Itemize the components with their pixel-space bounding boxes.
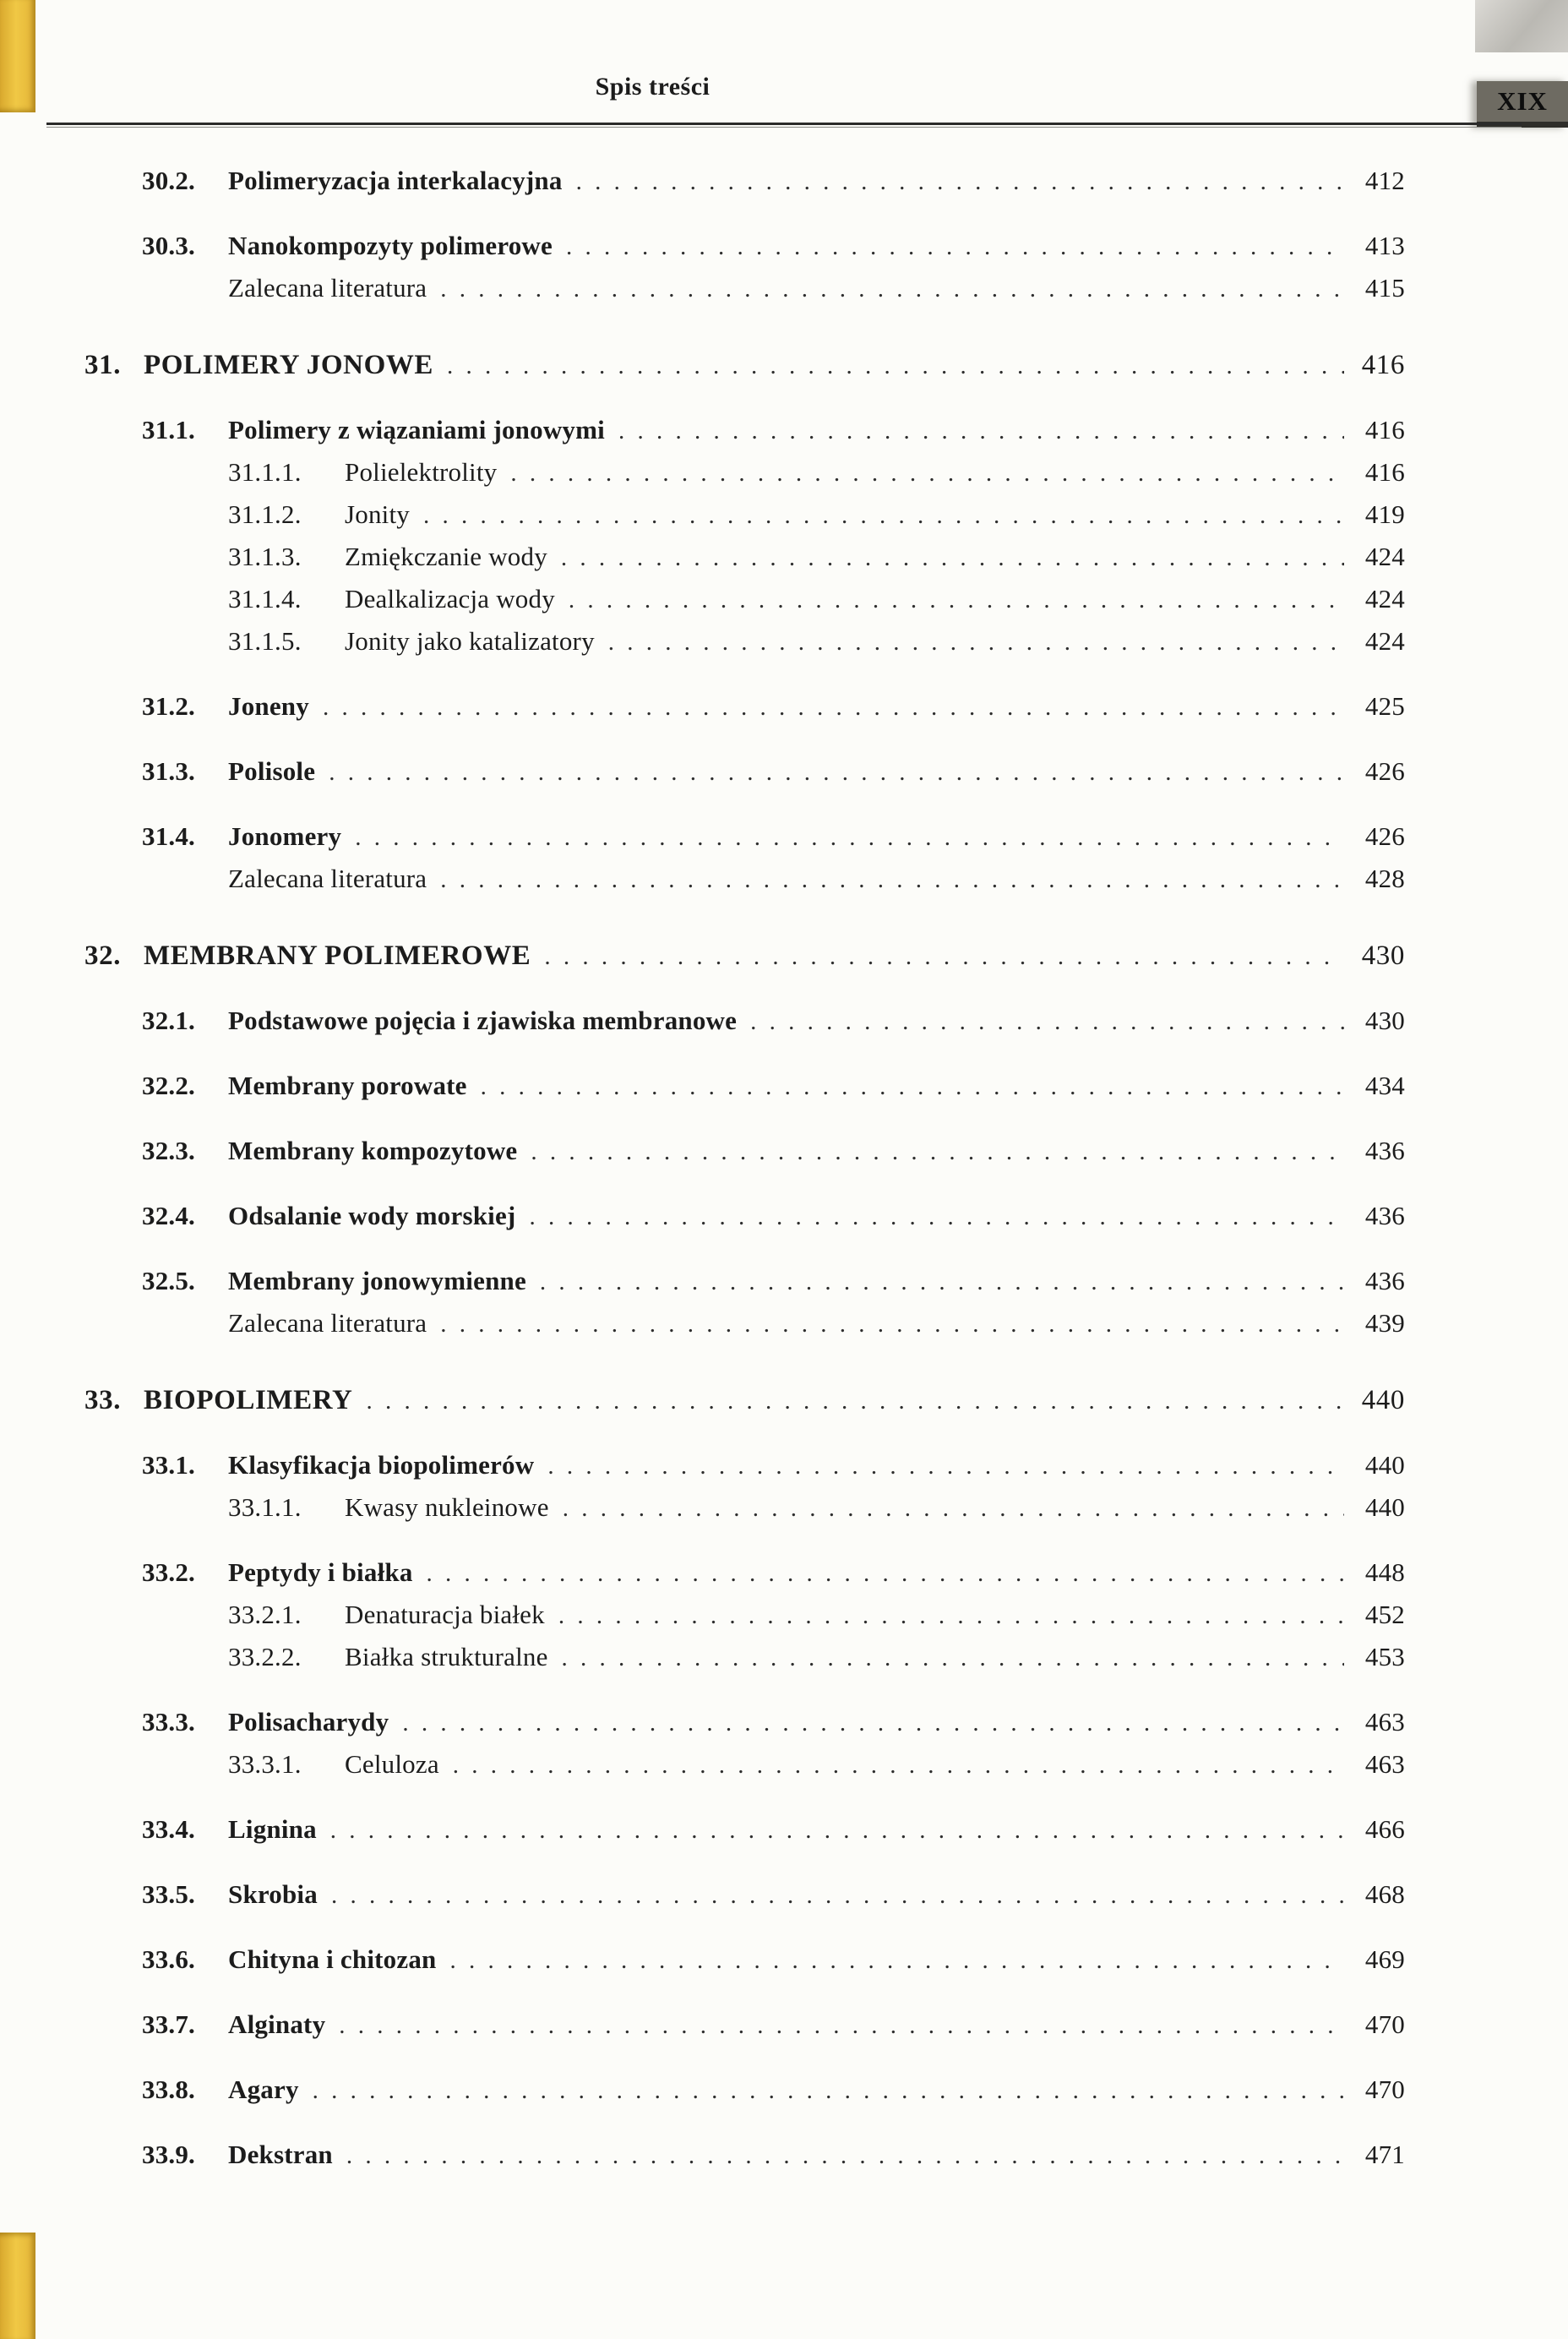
- toc-entry: [84, 1642, 1405, 1673]
- toc-entry-title: POLIMERY JONOWE: [144, 350, 434, 380]
- toc-entry: [84, 1201, 1405, 1232]
- dot-leader: [548, 1643, 1344, 1673]
- toc-entry-number: 33.6.: [142, 1944, 195, 1974]
- toc-entry-title: Jonity: [345, 499, 410, 529]
- toc-entry-title: Celuloza: [345, 1749, 439, 1779]
- toc-entry: [84, 1707, 1405, 1738]
- toc-entry-number: 30.3.: [142, 231, 195, 260]
- toc-entry: [84, 756, 1405, 788]
- toc-entry: [84, 350, 1405, 381]
- toc-entry-page: 440: [1361, 1385, 1405, 1415]
- toc-entry: [84, 499, 1405, 531]
- toc-entry-page: 440: [1364, 1450, 1405, 1480]
- dot-leader: [531, 941, 1344, 972]
- dot-leader: [410, 500, 1344, 531]
- toc-entry-page: 426: [1364, 821, 1405, 851]
- toc-entry-title: Podstawowe pojęcia i zjawiska membranowe: [228, 1006, 738, 1035]
- toc-entry-page: 425: [1364, 691, 1405, 721]
- toc-entry-page: 448: [1364, 1557, 1405, 1587]
- page-title: Spis treści: [595, 73, 710, 101]
- toc-entry-title: Membrany porowate: [228, 1071, 467, 1100]
- toc-entry-number: 33.2.2.: [228, 1642, 302, 1671]
- toc-entry: [84, 1944, 1405, 1976]
- toc-entry-number: 30.2.: [142, 166, 195, 195]
- toc-entry: [84, 457, 1405, 488]
- toc-entry: [84, 2140, 1405, 2171]
- toc-entry-number: 33.1.: [142, 1450, 195, 1480]
- toc-entry-number: 32.1.: [142, 1006, 195, 1035]
- toc-entry-title: Kwasy nukleinowe: [345, 1492, 549, 1522]
- dot-leader: [605, 416, 1344, 446]
- toc-entry-title: MEMBRANY POLIMEROWE: [144, 941, 531, 971]
- toc-entry: [84, 941, 1405, 972]
- toc-entry-title: Polisole: [228, 756, 316, 786]
- toc-entry: [84, 821, 1405, 853]
- header-rule: [46, 123, 1522, 125]
- toc-entry-number: 32.4.: [142, 1201, 195, 1230]
- toc-entry-title: Odsalanie wody morskiej: [228, 1201, 516, 1230]
- toc-entry: [84, 542, 1405, 573]
- toc-entry-page: 469: [1364, 1944, 1405, 1974]
- toc-entry-page: 419: [1364, 499, 1405, 529]
- toc-entry-page: 453: [1364, 1642, 1405, 1671]
- toc-entry: [84, 1557, 1405, 1589]
- toc-entry-number: 31.: [84, 350, 122, 380]
- dot-leader: [309, 692, 1344, 722]
- dot-leader: [547, 542, 1344, 573]
- toc-entry-number: 33.3.1.: [228, 1749, 302, 1779]
- toc-entry-title: Chityna i chitozan: [228, 1944, 437, 1974]
- toc-entry-page: 430: [1361, 941, 1405, 971]
- toc-entry: [84, 1600, 1405, 1631]
- dot-leader: [433, 351, 1344, 381]
- toc-entry-title: Zalecana literatura: [228, 273, 427, 303]
- toc-entry: [84, 231, 1405, 262]
- toc-entry-number: 32.3.: [142, 1136, 195, 1165]
- toc-entry: [84, 1006, 1405, 1037]
- toc-entry-page: 426: [1364, 756, 1405, 786]
- dot-leader: [553, 232, 1344, 262]
- toc-entry-title: BIOPOLIMERY: [144, 1385, 353, 1415]
- toc-entry-title: Polisacharydy: [228, 1707, 389, 1737]
- toc-list: [84, 166, 1405, 2171]
- toc-entry-page: 440: [1364, 1492, 1405, 1522]
- toc-entry: [84, 273, 1405, 304]
- scan-corner-shade: [1475, 0, 1568, 52]
- toc-entry: [84, 1814, 1405, 1846]
- toc-entry-title: Alginaty: [228, 2009, 326, 2039]
- toc-entry-title: Dealkalizacja wody: [345, 584, 555, 613]
- page-number: XIX: [1497, 86, 1548, 116]
- toc-entry-title: Zmiękczanie wody: [345, 542, 547, 571]
- toc-entry-page: 416: [1364, 457, 1405, 487]
- dot-leader: [325, 2010, 1344, 2041]
- dot-leader: [497, 458, 1344, 488]
- toc-entry-number: 31.1.5.: [228, 626, 302, 656]
- bookmark-ribbon-bottom: [0, 2233, 35, 2339]
- dot-leader: [389, 1708, 1344, 1738]
- toc-entry-number: 33.3.: [142, 1707, 195, 1737]
- toc-entry-page: 430: [1364, 1006, 1405, 1035]
- toc-entry-number: 32.2.: [142, 1071, 195, 1100]
- toc-entry-title: Zalecana literatura: [228, 864, 427, 893]
- dot-leader: [427, 1309, 1344, 1339]
- dot-leader: [427, 864, 1344, 895]
- dot-leader: [737, 1006, 1344, 1037]
- toc-entry-title: Peptydy i białka: [228, 1557, 413, 1587]
- toc-entry-page: 424: [1364, 584, 1405, 613]
- toc-entry-number: 33.7.: [142, 2009, 195, 2039]
- toc-entry-number: 31.3.: [142, 756, 195, 786]
- toc-entry-title: Białka strukturalne: [345, 1642, 548, 1671]
- dot-leader: [534, 1451, 1344, 1481]
- toc-entry-title: Jonomery: [228, 821, 342, 851]
- toc-entry-page: 470: [1364, 2075, 1405, 2104]
- page-number-badge: [1477, 81, 1568, 128]
- toc-entry-title: Polimeryzacja interkalacyjna: [228, 166, 563, 195]
- toc-entry-page: 416: [1361, 350, 1405, 380]
- toc-entry: [84, 1492, 1405, 1524]
- toc-entry-page: 468: [1364, 1879, 1405, 1909]
- dot-leader: [318, 1880, 1344, 1911]
- toc-entry-page: 466: [1364, 1814, 1405, 1844]
- toc-entry-title: Lignina: [228, 1814, 317, 1844]
- dot-leader: [315, 757, 1344, 788]
- toc-entry: [84, 691, 1405, 722]
- toc-entry-title: Membrany jonowymienne: [228, 1266, 526, 1295]
- toc-entry: [84, 1749, 1405, 1780]
- dot-leader: [467, 1071, 1344, 1102]
- toc-entry-number: 31.1.3.: [228, 542, 302, 571]
- toc-entry: [84, 2075, 1405, 2106]
- toc-entry-page: 436: [1364, 1201, 1405, 1230]
- toc-entry-number: 31.2.: [142, 691, 195, 721]
- toc-entry-number: 32.5.: [142, 1266, 195, 1295]
- toc-entry: [84, 166, 1405, 197]
- toc-entry-title: Denaturacja białek: [345, 1600, 545, 1629]
- dot-leader: [555, 585, 1344, 615]
- toc-entry-page: 416: [1364, 415, 1405, 444]
- toc-entry-page: 436: [1364, 1266, 1405, 1295]
- dot-leader: [439, 1750, 1344, 1780]
- dot-leader: [413, 1558, 1344, 1589]
- toc-entry-title: Klasyfikacja biopolimerów: [228, 1450, 535, 1480]
- toc-entry-page: 463: [1364, 1749, 1405, 1779]
- toc-entry-number: 33.9.: [142, 2140, 195, 2169]
- toc-entry-title: Polimery z wiązaniami jonowymi: [228, 415, 605, 444]
- toc-entry-number: 33.4.: [142, 1814, 195, 1844]
- dot-leader: [595, 627, 1344, 657]
- toc-entry-page: 436: [1364, 1136, 1405, 1165]
- dot-leader: [341, 822, 1344, 853]
- toc-entry-page: 424: [1364, 626, 1405, 656]
- toc-entry-number: 33.: [84, 1385, 122, 1415]
- toc-entry-number: 31.1.: [142, 415, 195, 444]
- toc-entry-title: Membrany kompozytowe: [228, 1136, 518, 1165]
- toc-entry: [84, 1879, 1405, 1911]
- dot-leader: [317, 1815, 1344, 1846]
- dot-leader: [436, 1945, 1344, 1976]
- toc-entry-page: 434: [1364, 1071, 1405, 1100]
- toc-entry-title: Joneny: [228, 691, 309, 721]
- dot-leader: [549, 1493, 1344, 1524]
- dot-leader: [299, 2075, 1344, 2106]
- toc-entry-page: 415: [1364, 273, 1405, 303]
- toc-entry-number: 32.: [84, 941, 122, 971]
- dot-leader: [427, 274, 1344, 304]
- toc-entry-page: 452: [1364, 1600, 1405, 1629]
- toc-entry-number: 33.2.1.: [228, 1600, 302, 1629]
- toc-entry-number: 31.1.4.: [228, 584, 302, 613]
- dot-leader: [563, 166, 1344, 197]
- toc-entry-title: Polielektrolity: [345, 457, 498, 487]
- dot-leader: [333, 2140, 1344, 2171]
- toc-entry: [84, 2009, 1405, 2041]
- toc-entry: [84, 584, 1405, 615]
- toc-entry: [84, 864, 1405, 895]
- toc-entry-title: Skrobia: [228, 1879, 318, 1909]
- toc-entry-page: 470: [1364, 2009, 1405, 2039]
- toc-entry: [84, 1266, 1405, 1297]
- dot-leader: [526, 1267, 1344, 1297]
- toc-entry-number: 31.1.2.: [228, 499, 302, 529]
- toc-entry-title: Nanokompozyty polimerowe: [228, 231, 553, 260]
- toc-entry-title: Jonity jako katalizatory: [345, 626, 595, 656]
- toc-entry: [84, 1450, 1405, 1481]
- toc-entry-page: 412: [1364, 166, 1405, 195]
- toc-entry-number: 33.5.: [142, 1879, 195, 1909]
- toc-entry-page: 428: [1364, 864, 1405, 893]
- toc-entry-number: 31.1.1.: [228, 457, 302, 487]
- toc-entry-title: Dekstran: [228, 2140, 333, 2169]
- toc-entry-number: 33.1.1.: [228, 1492, 302, 1522]
- toc-entry-page: 424: [1364, 542, 1405, 571]
- toc-entry: [84, 1385, 1405, 1416]
- dot-leader: [545, 1600, 1344, 1631]
- dot-leader: [352, 1386, 1344, 1416]
- toc-entry: [84, 415, 1405, 446]
- toc-entry-page: 439: [1364, 1308, 1405, 1338]
- toc-entry: [84, 1136, 1405, 1167]
- toc-entry: [84, 1308, 1405, 1339]
- toc-entry-title: Zalecana literatura: [228, 1308, 427, 1338]
- dot-leader: [515, 1202, 1344, 1232]
- toc-entry-page: 463: [1364, 1707, 1405, 1737]
- toc-entry-title: Agary: [228, 2075, 299, 2104]
- toc-entry: [84, 626, 1405, 657]
- dot-leader: [517, 1137, 1344, 1167]
- toc-entry-number: 33.2.: [142, 1557, 195, 1587]
- toc-entry-page: 471: [1364, 2140, 1405, 2169]
- toc-entry-number: 33.8.: [142, 2075, 195, 2104]
- toc-entry-number: 31.4.: [142, 821, 195, 851]
- toc-entry: [84, 1071, 1405, 1102]
- toc-entry-page: 413: [1364, 231, 1405, 260]
